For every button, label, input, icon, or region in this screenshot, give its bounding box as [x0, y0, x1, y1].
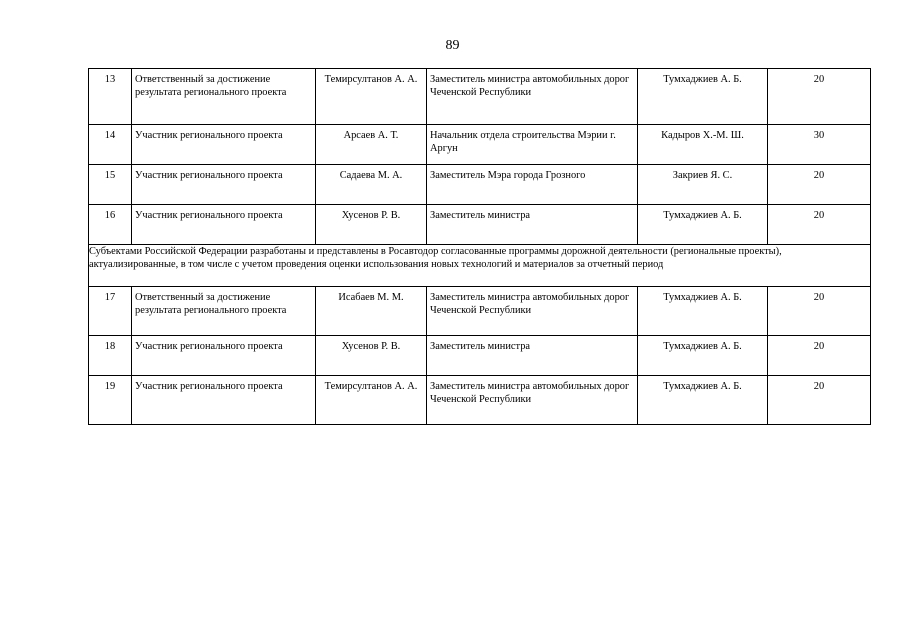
role-cell: Участник регионального проекта: [132, 205, 316, 245]
table-row: [89, 287, 871, 336]
role-cell: Участник регионального проекта: [132, 125, 316, 165]
table-row: [89, 376, 871, 425]
supervisor-cell: Кадыров Х.-М. Ш.: [638, 125, 768, 165]
position-cell: Заместитель министра автомобильных дорог Чеченской Республики: [427, 287, 638, 336]
position-cell: Заместитель министра: [427, 205, 638, 245]
value-cell: 30: [768, 125, 871, 165]
value-cell: 20: [768, 69, 871, 125]
page-number: 89: [445, 38, 460, 53]
role-cell: Участник регионального проекта: [132, 376, 316, 425]
row-number: 17: [89, 287, 132, 336]
row-number: 19: [89, 376, 132, 425]
position-cell: Начальник отдела строительства Мэрии г. Аргун: [427, 125, 638, 165]
table-row: [89, 336, 871, 376]
row-number: 14: [89, 125, 132, 165]
table-row: [89, 205, 871, 245]
role-cell: Ответственный за достижение результата регионального проекта: [132, 287, 316, 336]
supervisor-cell: Закриев Я. С.: [638, 165, 768, 205]
name-cell: Исабаев М. М.: [316, 287, 427, 336]
name-cell: Темирсултанов А. А.: [316, 69, 427, 125]
section-text: Субъектами Российской Федерации разработаны и представлены в Росавтодор согласованные программы дорожной деятельности (региональные проекты), актуализированные, в том числе с учетом проведения оценки использования новых технологий и материалов за отчетный период: [89, 246, 782, 270]
row-number: 15: [89, 165, 132, 205]
supervisor-cell: Тумхаджиев А. Б.: [638, 69, 768, 125]
table-row: [89, 165, 871, 205]
name-cell: Арсаев А. Т.: [316, 125, 427, 165]
row-number: 18: [89, 336, 132, 376]
section-header-row: [89, 245, 871, 287]
value-cell: 20: [768, 376, 871, 425]
supervisor-cell: Тумхаджиев А. Б.: [638, 376, 768, 425]
position-cell: Заместитель министра автомобильных дорог Чеченской Республики: [427, 69, 638, 125]
name-cell: Хусенов Р. В.: [316, 336, 427, 376]
table-row: [89, 69, 871, 125]
value-cell: 20: [768, 165, 871, 205]
value-cell: 20: [768, 205, 871, 245]
position-cell: Заместитель министра автомобильных дорог Чеченской Республики: [427, 376, 638, 425]
role-cell: Участник регионального проекта: [132, 165, 316, 205]
role-cell: Участник регионального проекта: [132, 336, 316, 376]
section-header: [89, 245, 871, 287]
name-cell: Хусенов Р. В.: [316, 205, 427, 245]
position-cell: Заместитель Мэра города Грозного: [427, 165, 638, 205]
participants-table: [88, 68, 871, 425]
supervisor-cell: Тумхаджиев А. Б.: [638, 336, 768, 376]
value-cell: 20: [768, 336, 871, 376]
supervisor-cell: Тумхаджиев А. Б.: [638, 205, 768, 245]
value-cell: 20: [768, 287, 871, 336]
name-cell: Садаева М. А.: [316, 165, 427, 205]
name-cell: Темирсултанов А. А.: [316, 376, 427, 425]
supervisor-cell: Тумхаджиев А. Б.: [638, 287, 768, 336]
row-number: 16: [89, 205, 132, 245]
role-cell: Ответственный за достижение результата регионального проекта: [132, 69, 316, 125]
table-row: [89, 125, 871, 165]
row-number: 13: [89, 69, 132, 125]
position-cell: Заместитель министра: [427, 336, 638, 376]
